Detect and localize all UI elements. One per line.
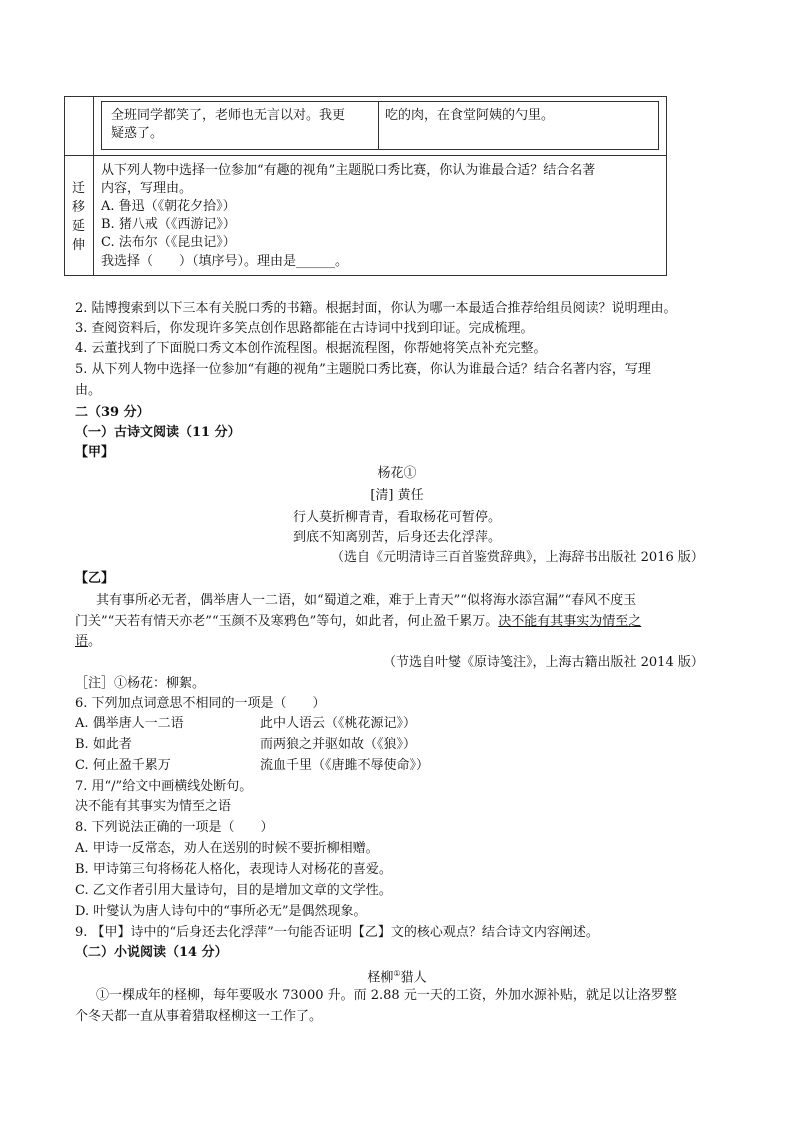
story-title-b: 猎人 — [400, 970, 427, 986]
poem-line1: 行人莫折柳青青，看取杨花可暂停。 — [292, 510, 501, 525]
table-answer-line: 我选择（ ）（填序号）。理由是______。 — [101, 254, 349, 269]
question-9: 9. 【甲】诗中的“后身还去化浮萍”一句能否证明【乙】文的核心观点？结合诗文内容阐述。 — [75, 925, 599, 940]
inner-right-text: 吃的肉，在食堂阿姨的勺里。 — [385, 108, 555, 123]
prose-line1: 其有事所必无者，偶举唐人一二语，如“蜀道之难，难于上青天”“似将海水添宫漏”“春风不度玉 — [96, 593, 637, 608]
inner-left-line1: 全班同学都笑了，老师也无言以对。我更 — [111, 108, 346, 123]
q6-option-b-pair: 而两狼之并驱如故（《狼》） — [260, 737, 417, 752]
table-question-line1: 从下列人物中选择一位参加“有趣的视角”主题脱口秀比赛，你认为谁最合适？结合名著 — [101, 163, 596, 178]
table-row-divider — [64, 155, 666, 156]
story-title-a: 柽柳 — [367, 970, 394, 986]
note: ［注］①杨花：柳絮。 — [75, 676, 206, 691]
label-yi: 【乙】 — [75, 571, 115, 586]
table-option-a: A. 鲁迅（《朝花夕拾》） — [101, 199, 236, 214]
prose-underlined-end: 语 — [75, 634, 89, 649]
subsection-heading-2: （二）小说阅读（14 分） — [75, 945, 228, 960]
question-6: 6. 下列加点词意思不相同的一项是（ ） — [75, 696, 326, 711]
row-label-char: 伸 — [72, 238, 86, 253]
label-jia: 【甲】 — [75, 445, 115, 460]
question-5-line2: 由。 — [75, 383, 102, 398]
prose-source: （节选自叶燮《原诗笺注》，上海古籍出版社 2014 版） — [383, 655, 704, 670]
q6-option-a: A. 偶举唐人一二语 — [75, 716, 184, 731]
table-column-divider — [93, 96, 94, 275]
q6-option-c: C. 何止盈千累万 — [75, 758, 171, 773]
table-question-line2: 内容，写理由。 — [101, 181, 193, 196]
q6-option-b: B. 如此者 — [75, 737, 132, 752]
poem-line2: 到底不知离别苦，后身还去化浮萍。 — [292, 530, 501, 545]
table-option-b: B. 猪八戒（《西游记》） — [101, 217, 236, 232]
q6-option-a-pair: 此中人语云（《桃花源记》） — [260, 716, 417, 731]
poem-source: （选自《元明清诗三百首鉴赏辞典》，上海辞书出版社 2016 版） — [331, 550, 704, 565]
poem-title: 杨花① — [377, 466, 417, 481]
row-label-char: 延 — [72, 219, 86, 234]
section-heading: 二（39 分） — [75, 405, 150, 420]
table-option-c: C. 法布尔（《昆虫记》） — [101, 235, 236, 250]
question-4: 4. 云董找到了下面脱口秀文本创作流程图。根据流程图，你帮她将笑点补充完整。 — [75, 341, 547, 356]
prose-line2-text: 门关”“天若有情天亦老”“玉颜不及寒鸦色”等句，如此者，何止盈千累万。 — [75, 614, 499, 629]
question-8: 8. 下列说法正确的一项是（ ） — [75, 820, 274, 835]
row-label-char: 移 — [72, 200, 86, 215]
story-title — [0, 965, 794, 987]
prose-underlined-sentence: 决不能有其事实为情至之 — [498, 614, 642, 629]
row-label-char: 迁 — [72, 181, 86, 196]
q7-sentence: 决不能有其事实为情至之语 — [75, 799, 232, 814]
prose-line2 — [75, 613, 641, 631]
question-3: 3. 查阅资料后，你发现许多笑点创作思路都能在古诗词中找到印证。完成梳理。 — [75, 321, 534, 336]
question-5-line1: 5. 从下列人物中选择一位参加“有趣的视角”主题脱口秀比赛，你认为谁最合适？结合名著内容，写理 — [75, 362, 651, 377]
story-p1-line2: 个冬天都一直从事着猎取柽柳这一工作了。 — [75, 1009, 323, 1024]
q6-option-c-pair: 流血千里（《唐雎不辱使命》） — [260, 758, 430, 773]
story-p1-line1: ①一棵成年的柽柳，每年要吸水 73000 升。而 2.88 元一天的工资，外加水源补贴，就足以让洛罗整 — [96, 988, 677, 1003]
inner-left-line2: 疑惑了。 — [111, 126, 164, 141]
q8-option-d: D. 叶燮认为唐人诗句中的“事所必无”是偶然现象。 — [75, 904, 367, 919]
prose-line3 — [75, 633, 101, 651]
subsection-heading: （一）古诗文阅读（11 分） — [75, 425, 241, 440]
q8-option-a: A. 甲诗一反常态，劝人在送别的时候不要折柳相赠。 — [75, 841, 379, 856]
story-title-footnote: ① — [393, 969, 401, 978]
poem-author: [清] 黄任 — [370, 488, 424, 503]
q8-option-b: B. 甲诗第三句将杨花人格化，表现诗人对杨花的喜爱。 — [75, 862, 392, 877]
question-7: 7. 用“/”给文中画横线处断句。 — [75, 779, 253, 794]
q8-option-c: C. 乙文作者引用大量诗句，目的是增加文章的文学性。 — [75, 883, 392, 898]
question-2: 2. 陆博搜索到以下三本有关脱口秀的书籍。根据封面，你认为哪一本最适合推荐给组员阅读？说明理由。 — [75, 301, 677, 316]
inner-table-divider — [378, 101, 379, 149]
prose-line3-punct: 。 — [88, 634, 102, 649]
